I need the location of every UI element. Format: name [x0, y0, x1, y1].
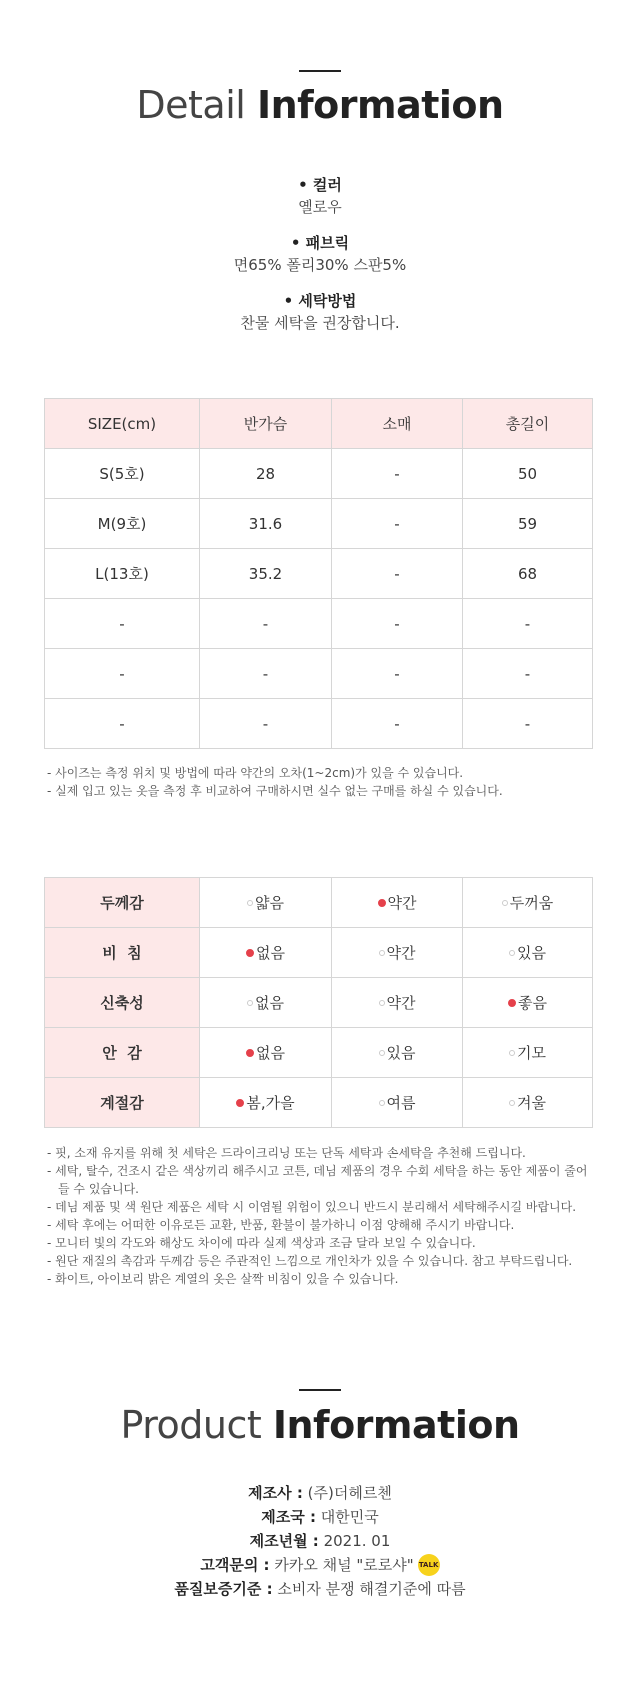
info-key: 품질보증기준 :: [174, 1580, 273, 1598]
table-row: [45, 649, 593, 699]
product-title-bar: [299, 1389, 341, 1391]
selected-dot-icon: [246, 949, 254, 957]
table-cell: -: [45, 699, 200, 749]
table-cell: -: [200, 649, 332, 699]
info-value: 대한민국: [320, 1508, 379, 1526]
feel-row-sheerness: [45, 928, 593, 978]
info-key: 제조사 :: [248, 1484, 303, 1502]
table-cell: -: [332, 499, 463, 549]
option-text: 기모: [517, 1044, 546, 1063]
table-cell: -: [463, 699, 593, 749]
option-dot-icon: [379, 1050, 385, 1056]
table-cell: -: [200, 599, 332, 649]
option-text: 봄,가을: [246, 1094, 295, 1112]
table-row: [45, 499, 593, 549]
size-header-cell: 반가슴: [200, 399, 332, 449]
detail-title-light: Detail: [136, 83, 246, 127]
option-text: 있음: [386, 1044, 416, 1063]
info-row-country: [0, 1505, 640, 1529]
size-header-cell: SIZE(cm): [45, 399, 200, 449]
spec-fabric: [0, 232, 640, 276]
option-dot-icon: [502, 900, 508, 906]
table-row: [45, 549, 593, 599]
feel-label: 두께감: [45, 878, 200, 928]
option-text: 약간: [386, 994, 416, 1013]
size-header-cell: 총길이: [463, 399, 593, 449]
feel-table: [44, 877, 593, 1128]
option-dot-icon: [509, 950, 515, 956]
size-header-cell: 소매: [332, 399, 463, 449]
detail-title: [0, 80, 640, 130]
detail-title-bold: Information: [256, 83, 504, 127]
table-cell: 68: [463, 549, 593, 599]
feel-label: 비 침: [45, 928, 200, 978]
selected-dot-icon: [236, 1099, 244, 1107]
info-row-warranty: [0, 1577, 640, 1601]
table-cell: S(5호): [45, 449, 200, 499]
info-value: 카카오 채널 "로로샤": [274, 1556, 414, 1574]
feel-label: 안 감: [45, 1028, 200, 1078]
spec-wash-value: 찬물 세탁을 권장합니다.: [240, 314, 400, 332]
size-table-header: [45, 399, 593, 449]
table-cell: L(13호): [45, 549, 200, 599]
feel-row-thickness: [45, 878, 593, 928]
size-table: [44, 398, 593, 749]
option-text: 얇음: [255, 894, 284, 913]
care-notes: [47, 1144, 597, 1288]
table-row: [45, 599, 593, 649]
product-info: [0, 1481, 640, 1601]
option-text: 약간: [386, 944, 416, 963]
table-cell: -: [45, 599, 200, 649]
spec-fabric-label: • 패브릭: [290, 234, 350, 252]
table-cell: 50: [463, 449, 593, 499]
option-text: 없음: [256, 944, 285, 962]
table-cell: M(9호): [45, 499, 200, 549]
info-value: (주)더헤르첸: [307, 1484, 392, 1502]
option-text: 있음: [517, 944, 546, 963]
table-cell: 35.2: [200, 549, 332, 599]
option-dot-icon: [379, 1000, 385, 1006]
info-row-date: [0, 1529, 640, 1553]
option-dot-icon: [509, 1100, 515, 1106]
feel-row-stretch: [45, 978, 593, 1028]
option-dot-icon: [379, 1100, 385, 1106]
table-cell: 28: [200, 449, 332, 499]
care-note: - 세탁 후에는 어떠한 이유로든 교환, 반품, 환불이 불가하니 이점 양해해 주시기 바랍니다.: [47, 1218, 515, 1232]
care-note: - 데님 제품 및 색 원단 제품은 세탁 시 이염될 위험이 있으니 반드시 분리해서 세탁해주시길 바랍니다.: [47, 1200, 577, 1214]
option-text: 좋음: [518, 994, 547, 1012]
table-cell: -: [332, 599, 463, 649]
option-dot-icon: [379, 950, 385, 956]
spec-color-value: 옐로우: [298, 198, 342, 216]
option-text: 두꺼움: [509, 894, 554, 913]
table-cell: -: [463, 649, 593, 699]
spec-fabric-value: 면65% 폴리30% 스판5%: [233, 256, 407, 274]
table-cell: 31.6: [200, 499, 332, 549]
care-note: - 모니터 빛의 각도와 해상도 차이에 따라 실제 색상과 조금 달라 보일 수 있습니다.: [47, 1236, 476, 1250]
spec-wash: [0, 290, 640, 334]
table-cell: -: [463, 599, 593, 649]
care-note: - 화이트, 아이보리 밝은 계열의 옷은 살짝 비침이 있을 수 있습니다.: [47, 1272, 399, 1286]
table-row: [45, 699, 593, 749]
feel-row-season: [45, 1078, 593, 1128]
selected-dot-icon: [246, 1049, 254, 1057]
detail-title-bar: [299, 70, 341, 72]
spec-color-label: • 컬러: [298, 176, 342, 194]
table-cell: 59: [463, 499, 593, 549]
size-note: - 사이즈는 측정 위치 및 방법에 따라 약간의 오차(1~2cm)가 있을 수 있습니다.: [47, 766, 464, 780]
option-dot-icon: [247, 900, 253, 906]
option-text: 약간: [387, 894, 417, 912]
feel-label: 신축성: [45, 978, 200, 1028]
selected-dot-icon: [378, 899, 386, 907]
table-cell: -: [45, 649, 200, 699]
option-text: 없음: [255, 994, 284, 1013]
table-cell: -: [332, 649, 463, 699]
table-cell: -: [200, 699, 332, 749]
info-key: 고객문의 :: [200, 1556, 270, 1574]
option-dot-icon: [509, 1050, 515, 1056]
feel-label: 계절감: [45, 1078, 200, 1128]
spec-color: [0, 174, 640, 218]
info-value: 2021. 01: [323, 1532, 391, 1550]
size-note: - 실제 입고 있는 옷을 측정 후 비교하여 구매하시면 실수 없는 구매를 하실 수 있습니다.: [47, 784, 503, 798]
table-cell: -: [332, 549, 463, 599]
care-note: - 원단 재질의 촉감과 두께감 등은 주관적인 느낌으로 개인차가 있을 수 있습니다. 참고 부탁드립니다.: [47, 1254, 573, 1268]
table-cell: -: [332, 699, 463, 749]
product-title-light: Product: [120, 1403, 262, 1447]
info-value: 소비자 분쟁 해결기준에 따름: [277, 1580, 466, 1598]
option-text: 겨울: [517, 1094, 546, 1113]
info-row-contact: [0, 1553, 640, 1577]
care-note: - 세탁, 탈수, 건조시 같은 색상끼리 해주시고 코튼, 데님 제품의 경우 수회 세탁을 하는 동안 제품이 줄어들 수 있습니다.: [47, 1164, 588, 1196]
info-key: 제조국 :: [261, 1508, 316, 1526]
feel-row-lining: [45, 1028, 593, 1078]
option-text: 여름: [386, 1094, 416, 1113]
size-notes: [47, 764, 597, 800]
table-cell: -: [332, 449, 463, 499]
product-title-bold: Information: [272, 1403, 520, 1447]
kakaotalk-icon[interactable]: TALK: [418, 1554, 440, 1576]
product-title: [0, 1400, 640, 1450]
spec-wash-label: • 세탁방법: [283, 292, 357, 310]
info-key: 제조년월 :: [249, 1532, 319, 1550]
selected-dot-icon: [508, 999, 516, 1007]
care-note: - 핏, 소재 유지를 위해 첫 세탁은 드라이크리닝 또는 단독 세탁과 손세탁을 추천해 드립니다.: [47, 1146, 526, 1160]
option-text: 없음: [256, 1044, 285, 1062]
table-row: [45, 449, 593, 499]
option-dot-icon: [247, 1000, 253, 1006]
info-row-maker: [0, 1481, 640, 1505]
